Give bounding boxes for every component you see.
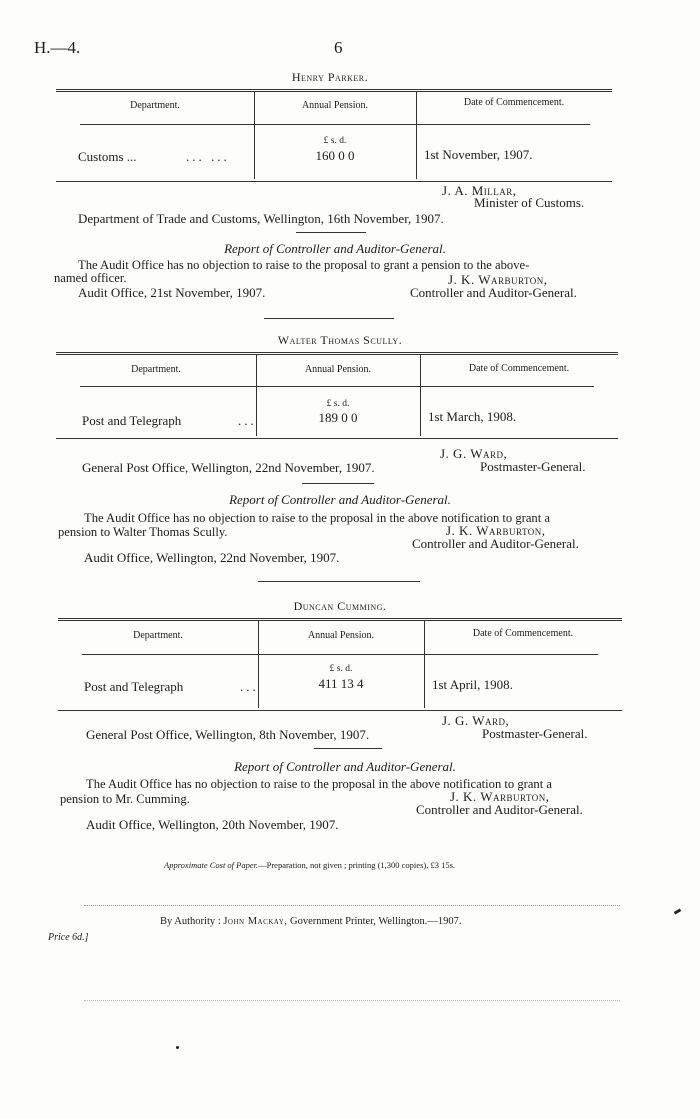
report-heading: Report of Controller and Auditor-General.	[234, 759, 456, 774]
printer-name: John Mackay,	[223, 916, 288, 927]
auditor-title: Controller and Auditor-General.	[416, 802, 583, 817]
auditor-name: J. K. Warburton,	[448, 272, 548, 287]
report-text-line-1: The Audit Office has no objection to raise to the proposal in the above notification to grant a	[86, 777, 552, 791]
report-text-line-2: pension to Mr. Cumming.	[60, 792, 190, 806]
col-header-pension: Annual Pension.	[301, 100, 369, 111]
department-leader-dots: ...	[240, 679, 259, 694]
col-header-date: Date of Commencement.	[472, 628, 574, 639]
currency-units: £ s. d.	[323, 136, 347, 146]
cost-label: Approximate Cost of Paper.	[164, 860, 259, 870]
audit-place-date: Audit Office, Wellington, 20th November, 1907.	[86, 817, 339, 832]
report-text-line-2: pension to Walter Thomas Scully.	[58, 525, 228, 539]
col-header-department: Department.	[133, 630, 183, 641]
col-header-date: Date of Commencement.	[463, 97, 565, 108]
currency-units: £ s. d.	[329, 664, 353, 674]
signatory-title: Postmaster-General.	[480, 459, 586, 474]
department-cell: Post and Telegraph	[82, 413, 182, 428]
printer-authority	[160, 916, 462, 927]
report-text-line-2: named officer.	[54, 271, 127, 285]
signatory-title: Minister of Customs.	[474, 195, 585, 210]
pension-amount: 189 0 0	[318, 410, 358, 425]
col-header-pension: Annual Pension.	[307, 630, 375, 641]
pensioner-name: Walter Thomas Scully.	[277, 333, 403, 347]
col-header-department: Department.	[131, 364, 181, 375]
department-cell: Post and Telegraph	[84, 679, 184, 694]
report-text-line-1: The Audit Office has no objection to raise to the proposal in the above notification to grant a	[84, 511, 550, 525]
auditor-name: J. K. Warburton,	[446, 523, 546, 538]
commencement-date: 1st April, 1908.	[432, 677, 513, 692]
pension-amount: 160 0 0	[315, 148, 355, 163]
place-and-date: General Post Office, Wellington, 22nd November, 1907.	[82, 460, 375, 475]
report-text-line-1: The Audit Office has no objection to raise to the proposal to grant a pension to the above-	[78, 258, 530, 272]
department-leader-dots: ... ...	[186, 149, 230, 164]
pension-amount: 411 13 4	[318, 676, 364, 691]
signatory-title: Postmaster-General.	[482, 726, 588, 741]
audit-place-date: Audit Office, 21st November, 1907.	[78, 285, 266, 300]
col-header-pension: Annual Pension.	[304, 364, 372, 375]
page-reference: H.—4.	[34, 38, 81, 57]
commencement-date: 1st March, 1908.	[428, 409, 517, 424]
pensioner-name: Duncan Cumming.	[293, 599, 387, 613]
auditor-title: Controller and Auditor-General.	[410, 285, 577, 300]
commencement-date: 1st November, 1907.	[424, 147, 533, 162]
cost-text: —Preparation, not given ; printing (1,300 copies), £3 15s.	[258, 860, 456, 870]
cost-of-paper-note	[164, 860, 455, 870]
audit-place-date: Audit Office, Wellington, 22nd November, 1907.	[84, 550, 340, 565]
signatory-name: J. A. Millar,	[442, 183, 517, 198]
authority-suffix: Government Printer, Wellington.—1907.	[290, 916, 462, 927]
col-header-department: Department.	[130, 100, 180, 111]
department-cell: Customs ...	[78, 149, 137, 164]
pensioner-name: Henry Parker.	[291, 70, 369, 84]
ink-mark	[674, 908, 682, 914]
auditor-title: Controller and Auditor-General.	[412, 536, 579, 551]
col-header-date: Date of Commencement.	[468, 363, 570, 374]
report-heading: Report of Controller and Auditor-General.	[224, 241, 446, 256]
authority-prefix: By Authority :	[160, 916, 221, 927]
signatory-name: J. G. Ward,	[440, 446, 508, 461]
place-and-date: General Post Office, Wellington, 8th November, 1907.	[86, 727, 370, 742]
department-leader-dots: ...	[238, 413, 257, 428]
ink-dot	[176, 1046, 179, 1049]
page-number: 6	[334, 38, 343, 57]
report-heading: Report of Controller and Auditor-General.	[229, 492, 451, 507]
place-and-date: Department of Trade and Customs, Wellington, 16th November, 1907.	[78, 211, 444, 226]
auditor-name: J. K. Warburton,	[450, 789, 550, 804]
price: Price 6d.]	[48, 932, 89, 943]
signatory-name: J. G. Ward,	[442, 713, 510, 728]
currency-units: £ s. d.	[326, 399, 350, 409]
